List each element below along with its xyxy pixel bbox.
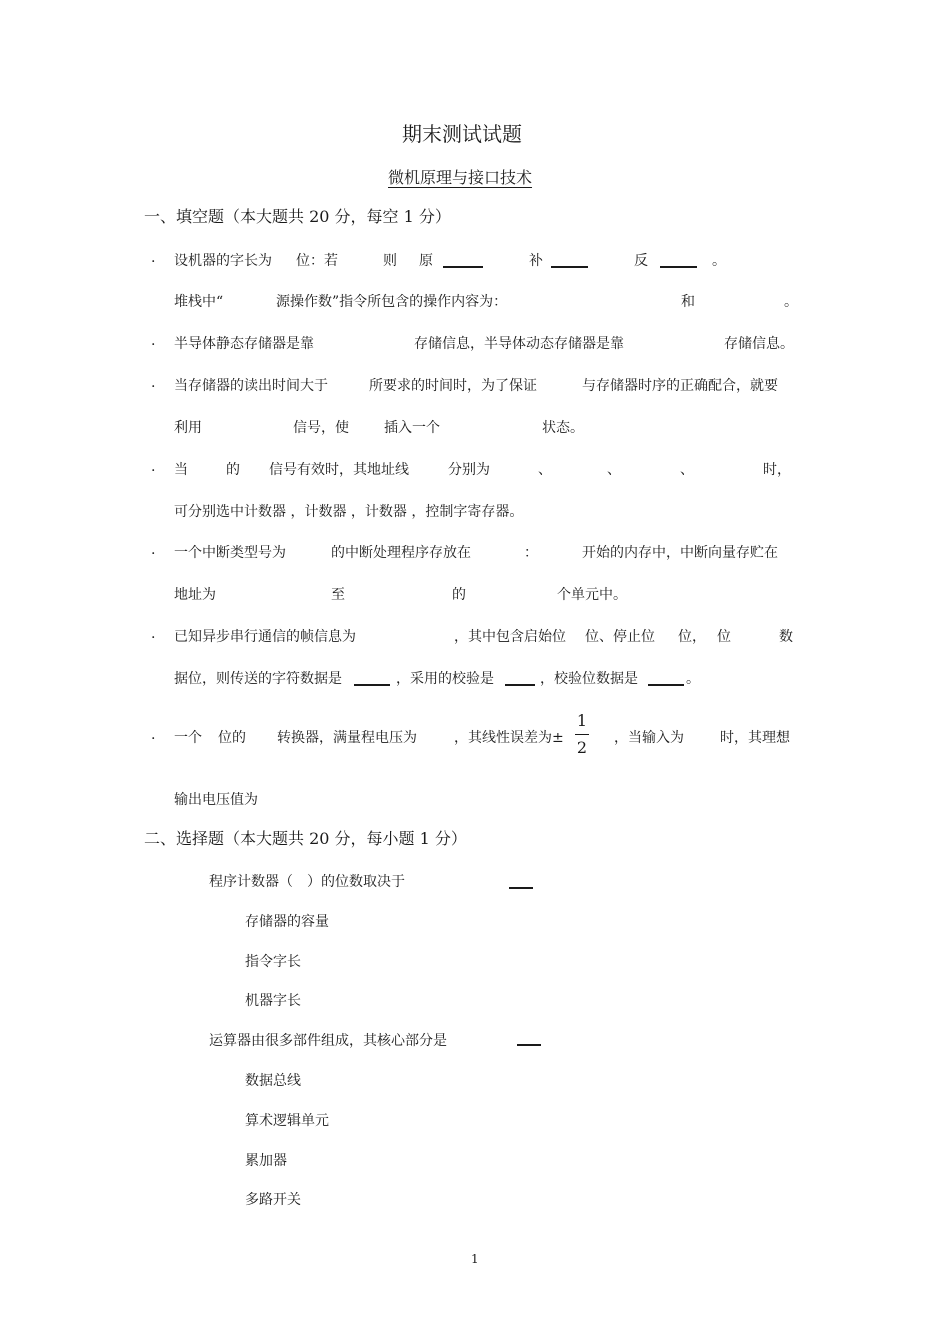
- question-text: 的中断处理程序存放在: [331, 545, 471, 561]
- question-text: 信号，使: [293, 420, 349, 436]
- option: 存储器的容量: [245, 914, 329, 930]
- question-text: 。: [712, 253, 726, 269]
- question-text: 堆栈中“: [174, 294, 224, 310]
- option: 多路开关: [245, 1192, 301, 1208]
- question-text: 利用: [174, 420, 202, 436]
- question-text: ，采用的校验是: [396, 671, 494, 687]
- answer-blank: [509, 875, 533, 889]
- question-text: ，其线性误差为±: [454, 730, 564, 746]
- question-text: ，校验位数据是: [540, 671, 638, 687]
- question-text: 地址为: [174, 587, 216, 603]
- question-marker: .: [151, 375, 156, 391]
- page-title: 期末测试试题: [402, 122, 522, 146]
- question-text: 时，其理想: [720, 730, 790, 746]
- question-text: 存储信息。: [724, 336, 794, 352]
- question-text: 位，: [678, 629, 706, 645]
- question-text: 分别为: [448, 462, 490, 478]
- question-text: 位: [717, 629, 731, 645]
- question-text: 。: [686, 671, 700, 687]
- question-text: 、: [538, 462, 552, 478]
- question-text: 个单元中。: [557, 587, 627, 603]
- question-text: 数: [779, 629, 793, 645]
- question-text: ，其中包含启始位: [454, 629, 566, 645]
- question-text: 输出电压值为: [174, 792, 258, 808]
- question-text: 反: [634, 253, 648, 269]
- fraction-denominator: 2: [576, 738, 588, 757]
- question-text: ：: [524, 545, 538, 561]
- question-text: 位的: [218, 730, 246, 746]
- option: 机器字长: [245, 993, 301, 1009]
- question-text: 转换器，满量程电压为: [277, 730, 417, 746]
- question-text: ，当输入为: [614, 730, 684, 746]
- question-marker: .: [151, 459, 156, 475]
- section-heading-fill-blank: 一、填空题（本大题共 20 分，每空 1 分）: [144, 207, 451, 226]
- question-text: 位：若: [296, 253, 338, 269]
- fraction-numerator: 1: [576, 711, 588, 730]
- question-text: 插入一个: [384, 420, 440, 436]
- fraction-bar: [575, 734, 589, 735]
- section-heading-multiple-choice: 二、选择题（本大题共 20 分，每小题 1 分）: [144, 829, 467, 848]
- question-text: 和: [681, 294, 695, 310]
- question-text: 位、停止位: [585, 629, 655, 645]
- answer-blank: [660, 254, 697, 268]
- question-text: 开始的内存中，中断向量存贮在: [582, 545, 778, 561]
- question-text: 时，: [763, 462, 791, 478]
- page-number: 1: [471, 1252, 479, 1266]
- question-text: 一个: [174, 730, 202, 746]
- question-marker: .: [151, 727, 156, 743]
- option: 数据总线: [245, 1073, 301, 1089]
- question-text: 与存储器时序的正确配合，就要: [582, 378, 778, 394]
- question-text: 原: [419, 253, 433, 269]
- option: 指令字长: [245, 954, 301, 970]
- question-text: 信号有效时，其地址线: [269, 462, 409, 478]
- question-text: 一个中断类型号为: [174, 545, 286, 561]
- question-text: 的: [452, 587, 466, 603]
- question-text: 半导体静态存储器是靠: [174, 336, 314, 352]
- question-text: 、: [680, 462, 694, 478]
- question-text: 则: [383, 253, 397, 269]
- question-marker: .: [151, 542, 156, 558]
- question-text: 已知异步串行通信的帧信息为: [174, 629, 356, 645]
- question-marker: .: [151, 626, 156, 642]
- question-text: 补: [529, 253, 543, 269]
- option: 累加器: [245, 1153, 287, 1169]
- question-marker: .: [151, 333, 156, 349]
- question-text: 当存储器的读出时间大于: [174, 378, 328, 394]
- page-subtitle: 微机原理与接口技术: [388, 168, 533, 187]
- question-stem: 程序计数器（ ）的位数取决于: [209, 874, 405, 890]
- question-text: 设机器的字长为: [174, 253, 272, 269]
- question-text: 、: [607, 462, 621, 478]
- question-text: 当: [174, 462, 188, 478]
- question-text: 至: [331, 587, 345, 603]
- question-text: 源操作数”指令所包含的操作内容为：: [276, 294, 508, 310]
- question-marker: .: [151, 250, 156, 266]
- answer-blank: [443, 254, 483, 268]
- question-text: 所要求的时间时，为了保证: [369, 378, 537, 394]
- option: 算术逻辑单元: [245, 1113, 329, 1129]
- question-text: 存储信息，半导体动态存储器是靠: [414, 336, 624, 352]
- question-stem: 运算器由很多部件组成，其核心部分是: [209, 1033, 447, 1049]
- answer-blank: [648, 672, 684, 686]
- question-text: 状态。: [542, 420, 584, 436]
- answer-blank: [517, 1032, 541, 1046]
- answer-blank: [354, 672, 390, 686]
- answer-blank: [505, 672, 535, 686]
- question-text: 。: [784, 294, 798, 310]
- question-text: 可分别选中计数器 ，计数器 ，计数器 ，控制字寄存器。: [174, 504, 524, 520]
- answer-blank: [551, 254, 588, 268]
- question-text: 的: [226, 462, 240, 478]
- question-text: 据位，则传送的字符数据是: [174, 671, 342, 687]
